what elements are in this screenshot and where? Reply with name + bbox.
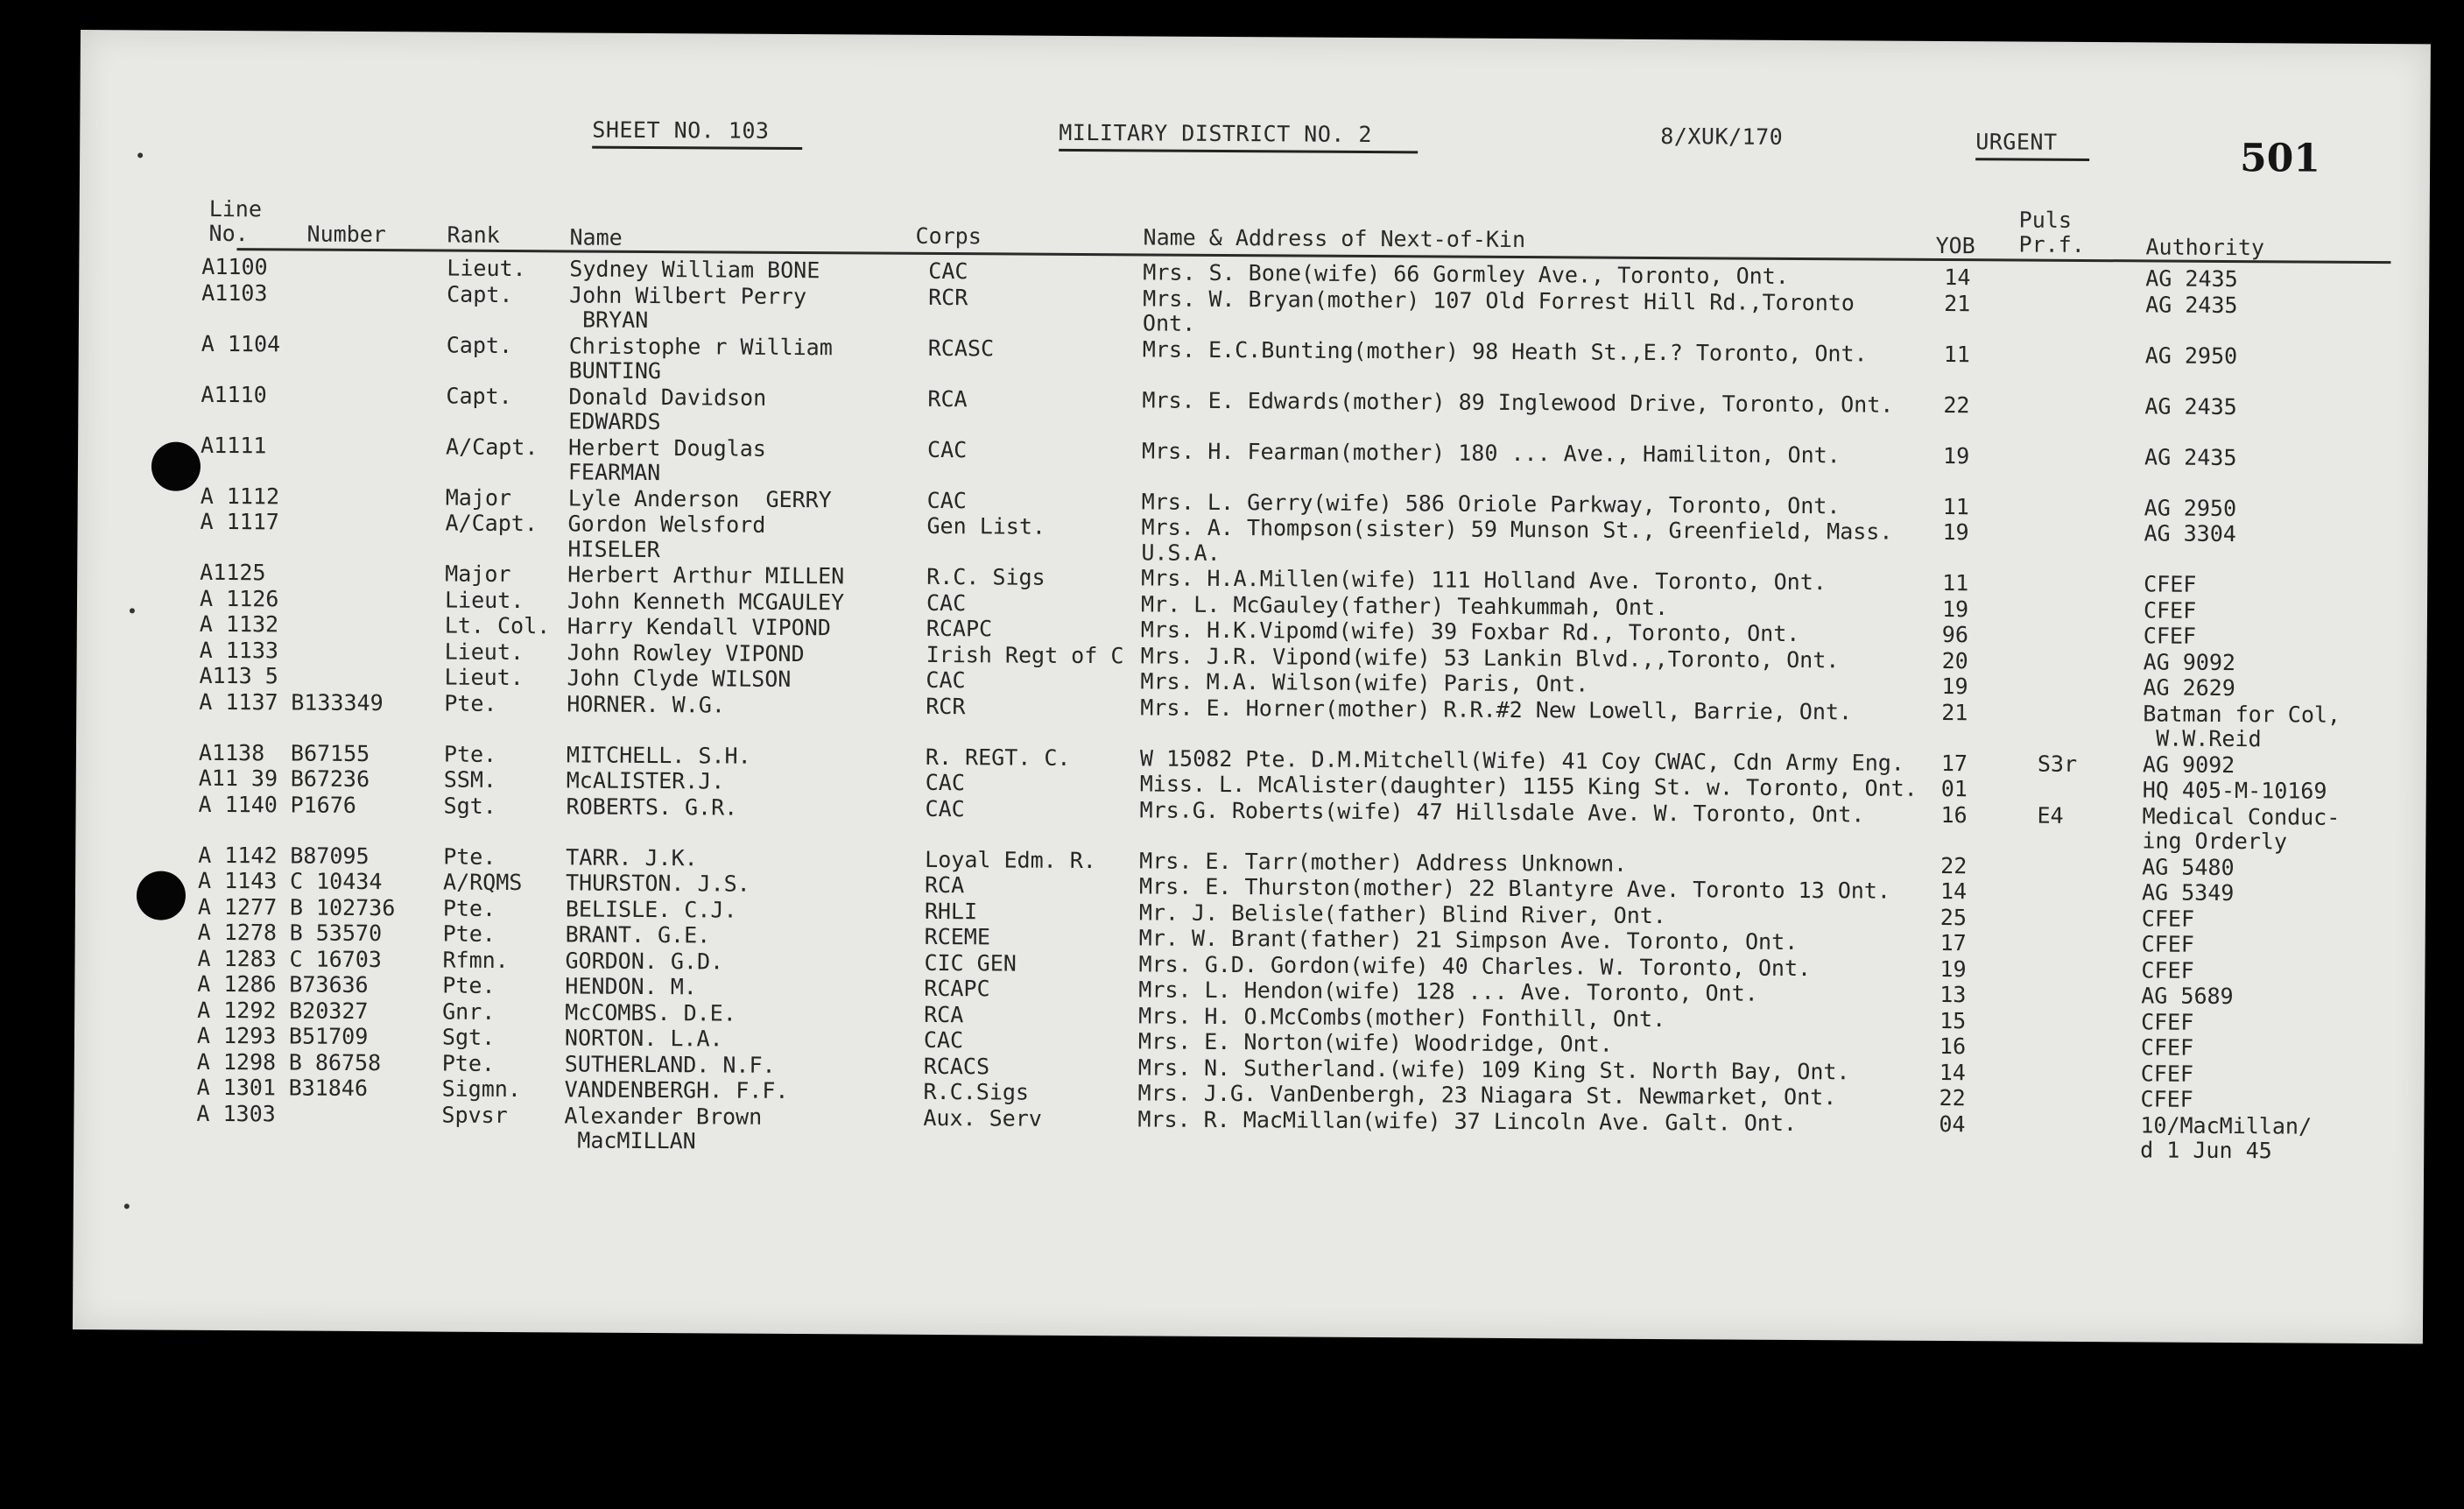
- cell-name: HENDON. M.: [565, 973, 697, 1000]
- cell-auth: Medical Conduc- ing Orderly: [2142, 802, 2341, 855]
- cell-name: Herbert Arthur MILLEN: [567, 561, 845, 589]
- cell-yob: 17: [1940, 929, 1967, 956]
- cell-name: Donald Davidson EDWARDS: [568, 383, 767, 435]
- cell-kin: Miss. L. McAlister(daughter) 1155 King St. w. Toronto, Ont.: [1139, 771, 1918, 801]
- cell-auth: CFEF: [2140, 1060, 2194, 1087]
- cell-corps: RCAPC: [924, 975, 990, 1002]
- cell-auth: AG 5349: [2141, 879, 2235, 906]
- cell-corps: RCA: [924, 871, 965, 899]
- cell-line: A 1112: [200, 483, 280, 509]
- cell-corps: CAC: [925, 769, 966, 796]
- cell-rank: Pte.: [444, 690, 497, 716]
- cell-line: A113 5: [199, 662, 278, 689]
- cell-kin: Mrs. E. Edwards(mother) 89 Inglewood Drive, Toronto, Ont.: [1142, 386, 1894, 418]
- cell-name: BELISLE. C.J.: [565, 895, 737, 923]
- military-district: MILITARY DISTRICT NO. 2: [1059, 120, 1418, 154]
- cell-rank: Lt. Col.: [444, 612, 551, 639]
- cell-number: B51709: [288, 1023, 369, 1050]
- cell-yob: 01: [1940, 775, 1968, 802]
- file-reference: 8/XUK/170: [1660, 123, 1784, 150]
- cell-kin: Mr. W. Brant(father) 21 Simpson Ave. Toronto, Ont.: [1138, 925, 1799, 955]
- col-header-line: Line No.: [208, 195, 263, 247]
- cell-yob: 19: [1940, 955, 1967, 982]
- cell-name: Alexander Brown MacMILLAN: [564, 1102, 763, 1154]
- cell-name: Herbert Douglas FEARMAN: [567, 434, 766, 486]
- cell-rank: Rfmn.: [442, 947, 509, 973]
- cell-line: A 1278: [197, 919, 278, 946]
- cell-rank: Lieut.: [444, 638, 524, 665]
- cell-kin: Mrs. L. Hendon(wife) 128 ... Ave. Toronto, Ont.: [1138, 977, 1758, 1006]
- cell-auth: CFEF: [2144, 571, 2197, 597]
- cell-kin: W 15082 Pte. D.M.Mitchell(Wife) 41 Coy CWAC, Cdn Army Eng.: [1139, 744, 1905, 776]
- cell-kin: Mrs. H. O.McCombs(mother) Fonthill, Ont.: [1138, 1002, 1666, 1032]
- cell-number: C 10434: [289, 868, 383, 895]
- cell-kin: Mrs. E. Tarr(mother) Address Unknown.: [1139, 847, 1628, 877]
- cell-yob: 21: [1944, 290, 1971, 316]
- cell-corps: RCASC: [927, 335, 995, 361]
- cell-corps: CAC: [926, 589, 967, 616]
- cell-rank: A/RQMS: [442, 869, 523, 896]
- punch-hole: [137, 871, 186, 920]
- cell-yob: 04: [1939, 1111, 1966, 1137]
- cell-auth: CFEF: [2141, 905, 2195, 932]
- speck: [137, 152, 143, 158]
- cell-auth: AG 2629: [2143, 674, 2235, 702]
- cell-rank: Major: [445, 561, 511, 588]
- cell-rank: Capt.: [447, 281, 513, 307]
- cell-kin: Mrs. R. MacMillan(wife) 37 Lincoln Ave. Galt. Ont.: [1137, 1105, 1798, 1136]
- sheet-number: SHEET NO. 103: [592, 117, 802, 150]
- cell-yob: 17: [1940, 750, 1968, 776]
- cell-auth: CFEF: [2141, 931, 2194, 957]
- cell-auth: CFEF: [2141, 1008, 2194, 1035]
- cell-name: NORTON. L.A.: [564, 1025, 723, 1052]
- cell-auth: AG 3304: [2144, 520, 2236, 547]
- col-header-kin: Name & Address of Next-of-Kin: [1143, 224, 1526, 253]
- cell-corps: RCR: [926, 693, 966, 719]
- cell-line: A 1292: [197, 997, 277, 1023]
- cell-name: McCOMBS. D.E.: [565, 998, 736, 1026]
- cell-auth: HQ 405-M-10169: [2142, 777, 2327, 804]
- cell-line: A11 39: [198, 765, 278, 792]
- cell-rank: Pte.: [442, 895, 496, 921]
- col-header-puls: Puls Pr.f.: [2018, 207, 2085, 257]
- cell-rank: Pte.: [443, 741, 497, 767]
- cell-auth: AG 2435: [2144, 392, 2237, 420]
- cell-yob: 11: [1942, 570, 1969, 596]
- col-header-yob: YOB: [1935, 232, 1975, 259]
- cell-kin: Mr. J. Belisle(father) Blind River, Ont.: [1138, 899, 1667, 928]
- cell-auth: AG 2950: [2144, 342, 2238, 369]
- cell-number: B67155: [290, 739, 370, 766]
- cell-corps: RCAPC: [926, 615, 993, 642]
- cell-line: A 1117: [200, 508, 279, 535]
- cell-corps: Irish Regt of C: [926, 641, 1124, 668]
- cell-corps: CIC GEN: [924, 949, 1017, 977]
- cell-kin: Mrs. H.A.Millen(wife) 111 Holland Ave. Toronto, Ont.: [1141, 565, 1827, 596]
- cell-line: A1125: [200, 559, 266, 586]
- cell-kin: Mrs. E. Horner(mother) R.R.#2 New Lowell, Barrie, Ont.: [1140, 694, 1853, 724]
- cell-yob: 14: [1944, 264, 1971, 291]
- cell-number: B87095: [290, 842, 370, 869]
- cell-number: B73636: [289, 971, 369, 998]
- cell-rank: Capt.: [446, 383, 512, 409]
- cell-kin: Mrs. N. Sutherland.(wife) 109 King St. North Bay, Ont.: [1137, 1054, 1850, 1084]
- cell-number: C 16703: [289, 945, 382, 972]
- cell-auth: AG 5480: [2142, 853, 2235, 880]
- cell-rank: Spvsr: [441, 1102, 508, 1128]
- cell-line: A 1303: [196, 1100, 276, 1126]
- cell-line: A 1298: [196, 1048, 277, 1075]
- cell-yob: 19: [1941, 673, 1968, 700]
- cell-name: Lyle Anderson GERRY: [567, 484, 832, 512]
- cell-auth: CFEF: [2140, 1086, 2193, 1112]
- cell-yob: 11: [1943, 341, 1970, 367]
- cell-yob: 13: [1940, 981, 1967, 1008]
- cell-rank: Lieut.: [444, 587, 524, 613]
- cell-corps: RCEME: [924, 923, 991, 950]
- cell-name: John Kenneth MCGAULEY: [567, 587, 845, 615]
- cell-kin: Mrs. H.K.Vipomd(wife) 39 Foxbar Rd., Toronto, Ont.: [1140, 617, 1800, 647]
- cell-name: Sydney William BONE: [569, 256, 820, 284]
- cell-yob: 19: [1941, 596, 1969, 622]
- cell-kin: Mrs. G.D. Gordon(wife) 40 Charles. W. Toronto, Ont.: [1138, 950, 1812, 981]
- cell-corps: R.C.Sigs: [923, 1078, 1030, 1105]
- cell-name: Gordon Welsford HISELER: [567, 511, 766, 562]
- page-number: 501: [2239, 136, 2321, 181]
- cell-yob: 14: [1940, 878, 1968, 905]
- cell-yob: 25: [1940, 904, 1968, 930]
- cell-rank: Sigmn.: [441, 1075, 522, 1103]
- cell-line: A1110: [201, 381, 267, 407]
- cell-kin: Mrs. J.R. Vipond(wife) 53 Lankin Blvd.,,Toronto, Ont.: [1140, 642, 1840, 673]
- cell-kin: Mrs. S. Bone(wife) 66 Gormley Ave., Toronto, Ont.: [1143, 259, 1789, 289]
- col-header-rank: Rank: [447, 222, 500, 248]
- cell-corps: CAC: [926, 666, 966, 694]
- cell-kin: Mrs. H. Fearman(mother) 180 ... Ave., Hamiliton, Ont.: [1141, 437, 1841, 468]
- cell-line: A 1104: [201, 330, 281, 356]
- cell-line: A 1133: [199, 637, 279, 663]
- cell-kin: Mrs.G. Roberts(wife) 47 Hillsdale Ave. W. Toronto, Ont.: [1139, 796, 1865, 827]
- cell-corps: CAC: [928, 257, 968, 285]
- cell-name: Christophe r William BUNTING: [568, 332, 833, 384]
- cell-auth: Batman for Col, W.W.Reid: [2143, 700, 2341, 752]
- cell-rank: Major: [445, 484, 512, 511]
- cell-auth: AG 9092: [2142, 751, 2235, 778]
- cell-yob: 16: [1940, 801, 1968, 828]
- cell-auth: CFEF: [2140, 1034, 2194, 1061]
- cell-corps: CAC: [927, 436, 968, 462]
- cell-name: VANDENBERGH. F.F.: [564, 1076, 789, 1104]
- cell-corps: CAC: [926, 487, 967, 513]
- col-header-name: Name: [569, 224, 623, 250]
- cell-name: ROBERTS. G.R.: [566, 793, 738, 821]
- cell-rank: Lieut.: [444, 664, 524, 691]
- cell-corps: CAC: [923, 1026, 964, 1054]
- cell-rank: A/Capt.: [445, 510, 539, 537]
- cell-corps: R. REGT. C.: [925, 744, 1071, 771]
- cell-rank: Pte.: [441, 1050, 496, 1076]
- cell-name: John Clyde WILSON: [567, 665, 792, 692]
- cell-number: B 53570: [289, 920, 383, 947]
- cell-kin: Mrs. E. Thurston(mother) 22 Blantyre Ave. Toronto 13 Ont.: [1138, 873, 1891, 904]
- cell-number: B20327: [289, 997, 369, 1024]
- cell-auth: AG 9092: [2143, 648, 2236, 675]
- cell-rank: Pte.: [443, 843, 496, 870]
- cell-name: John Rowley VIPOND: [567, 638, 805, 666]
- document-sheet: [73, 30, 2431, 1343]
- speck: [124, 1203, 130, 1209]
- cell-corps: R.C. Sigs: [926, 563, 1045, 590]
- cell-rank: Pte.: [442, 972, 496, 998]
- cell-line: A 1277: [197, 893, 278, 920]
- cell-yob: 16: [1939, 1033, 1967, 1060]
- cell-line: A1138: [198, 739, 265, 765]
- cell-number: B133349: [291, 688, 384, 716]
- cell-line: A 1126: [199, 585, 279, 611]
- cell-line: A 1143: [197, 867, 278, 894]
- cell-name: GORDON. G.D.: [565, 947, 724, 975]
- cell-rank: Gnr.: [442, 998, 496, 1025]
- cell-number: B 102736: [289, 893, 396, 920]
- cell-yob: 15: [1940, 1007, 1967, 1033]
- cell-corps: Aux. Serv: [923, 1104, 1042, 1132]
- cell-line: A 1142: [198, 842, 278, 868]
- cell-auth: AG 2435: [2145, 291, 2238, 318]
- cell-corps: RCACS: [923, 1053, 990, 1079]
- cell-name: BRANT. G.E.: [565, 921, 711, 948]
- cell-auth: AG 2435: [2145, 265, 2238, 293]
- cell-rank: A/Capt.: [446, 434, 539, 460]
- cell-rank: Pte.: [442, 920, 496, 947]
- punch-hole: [151, 442, 201, 491]
- cell-auth: CFEF: [2141, 956, 2194, 984]
- speck: [130, 608, 135, 613]
- cell-number: B 86758: [288, 1048, 382, 1075]
- cell-line: A 1301: [196, 1074, 277, 1101]
- cell-yob: 96: [1941, 621, 1969, 648]
- cell-corps: Gen List.: [926, 512, 1046, 539]
- cell-yob: 22: [1939, 1084, 1966, 1111]
- cell-name: Harry Kendall VIPOND: [567, 613, 831, 641]
- cell-puls: S3r: [2037, 751, 2078, 777]
- cell-yob: 22: [1943, 391, 1970, 418]
- cell-line: A1103: [201, 279, 268, 306]
- cell-kin: Mrs. W. Bryan(mother) 107 Old Forrest Hill Rd.,Toronto Ont.: [1142, 285, 1855, 336]
- cell-yob: 11: [1942, 493, 1969, 519]
- cell-line: A 1137: [199, 688, 278, 715]
- cell-auth: 10/MacMillan/ d 1 Jun 45: [2140, 1111, 2313, 1164]
- cell-name: TARR. J.K.: [566, 843, 698, 871]
- col-header-authority: Authority: [2145, 234, 2265, 261]
- cell-corps: Loyal Edm. R.: [925, 846, 1096, 873]
- cell-line: A 1132: [199, 610, 279, 638]
- cell-yob: 22: [1940, 852, 1968, 878]
- cell-yob: 20: [1941, 647, 1968, 673]
- cell-rank: Lieut.: [447, 255, 526, 282]
- cell-auth: AG 2435: [2144, 443, 2237, 470]
- cell-kin: Mrs. L. Gerry(wife) 586 Oriole Parkway, Toronto, Ont.: [1141, 488, 1841, 518]
- cell-line: A 1283: [197, 945, 277, 971]
- cell-name: THURSTON. J.S.: [565, 870, 750, 897]
- cell-line: A1111: [201, 432, 267, 458]
- cell-corps: RCA: [924, 1001, 964, 1027]
- cell-kin: Mrs. E.C.Bunting(mother) 98 Heath St.,E.? Toronto, Ont.: [1142, 335, 1868, 366]
- cell-corps: CAC: [925, 795, 965, 821]
- cell-name: HORNER. W.G.: [567, 690, 726, 718]
- cell-line: A1100: [201, 253, 268, 280]
- cell-corps: RCA: [927, 385, 968, 412]
- cell-line: A 1140: [198, 791, 278, 817]
- cell-rank: SSM.: [443, 766, 497, 793]
- cell-auth: CFEF: [2143, 596, 2197, 624]
- cell-name: MITCHELL. S.H.: [566, 741, 751, 769]
- cell-name: John Wilbert Perry BRYAN: [568, 281, 807, 333]
- cell-kin: Mrs. M.A. Wilson(wife) Paris, Ont.: [1140, 668, 1589, 697]
- cell-kin: Mrs. A. Thompson(sister) 59 Munson St., Greenfield, Mass. U.S.A.: [1141, 514, 1893, 566]
- cell-number: B67236: [290, 765, 370, 793]
- cell-name: McALISTER.J.: [566, 767, 725, 794]
- cell-number: B31846: [288, 1075, 369, 1102]
- cell-rank: Capt.: [446, 332, 513, 358]
- cell-yob: 19: [1942, 519, 1969, 546]
- personnel-table: [74, 254, 2429, 1166]
- cell-corps: RHLI: [924, 898, 978, 924]
- cell-rank: Sgt.: [443, 793, 496, 819]
- cell-line: A 1293: [196, 1022, 277, 1049]
- col-header-number: Number: [306, 221, 386, 248]
- cell-auth: AG 2950: [2144, 494, 2237, 521]
- urgent-label: URGENT: [1975, 129, 2089, 161]
- cell-kin: Mr. L. McGauley(father) Teahkummah, Ont.: [1140, 590, 1669, 620]
- cell-kin: Mrs. J.G. VanDenbergh, 23 Niagara St. Newmarket, Ont.: [1137, 1080, 1837, 1111]
- cell-corps: RCR: [928, 284, 968, 310]
- cell-auth: AG 5689: [2141, 983, 2234, 1010]
- cell-number: P1676: [290, 791, 356, 818]
- cell-yob: 14: [1939, 1059, 1966, 1085]
- cell-puls: E4: [2037, 802, 2064, 829]
- cell-line: A 1286: [197, 970, 277, 998]
- cell-rank: Sgt.: [441, 1024, 496, 1050]
- cell-kin: Mrs. E. Norton(wife) Woodridge, Ont.: [1137, 1028, 1613, 1057]
- col-header-corps: Corps: [915, 222, 982, 250]
- cell-yob: 21: [1941, 699, 1968, 725]
- cell-auth: CFEF: [2143, 623, 2197, 649]
- cell-yob: 19: [1942, 442, 1970, 469]
- cell-name: SUTHERLAND. N.F.: [564, 1050, 776, 1078]
